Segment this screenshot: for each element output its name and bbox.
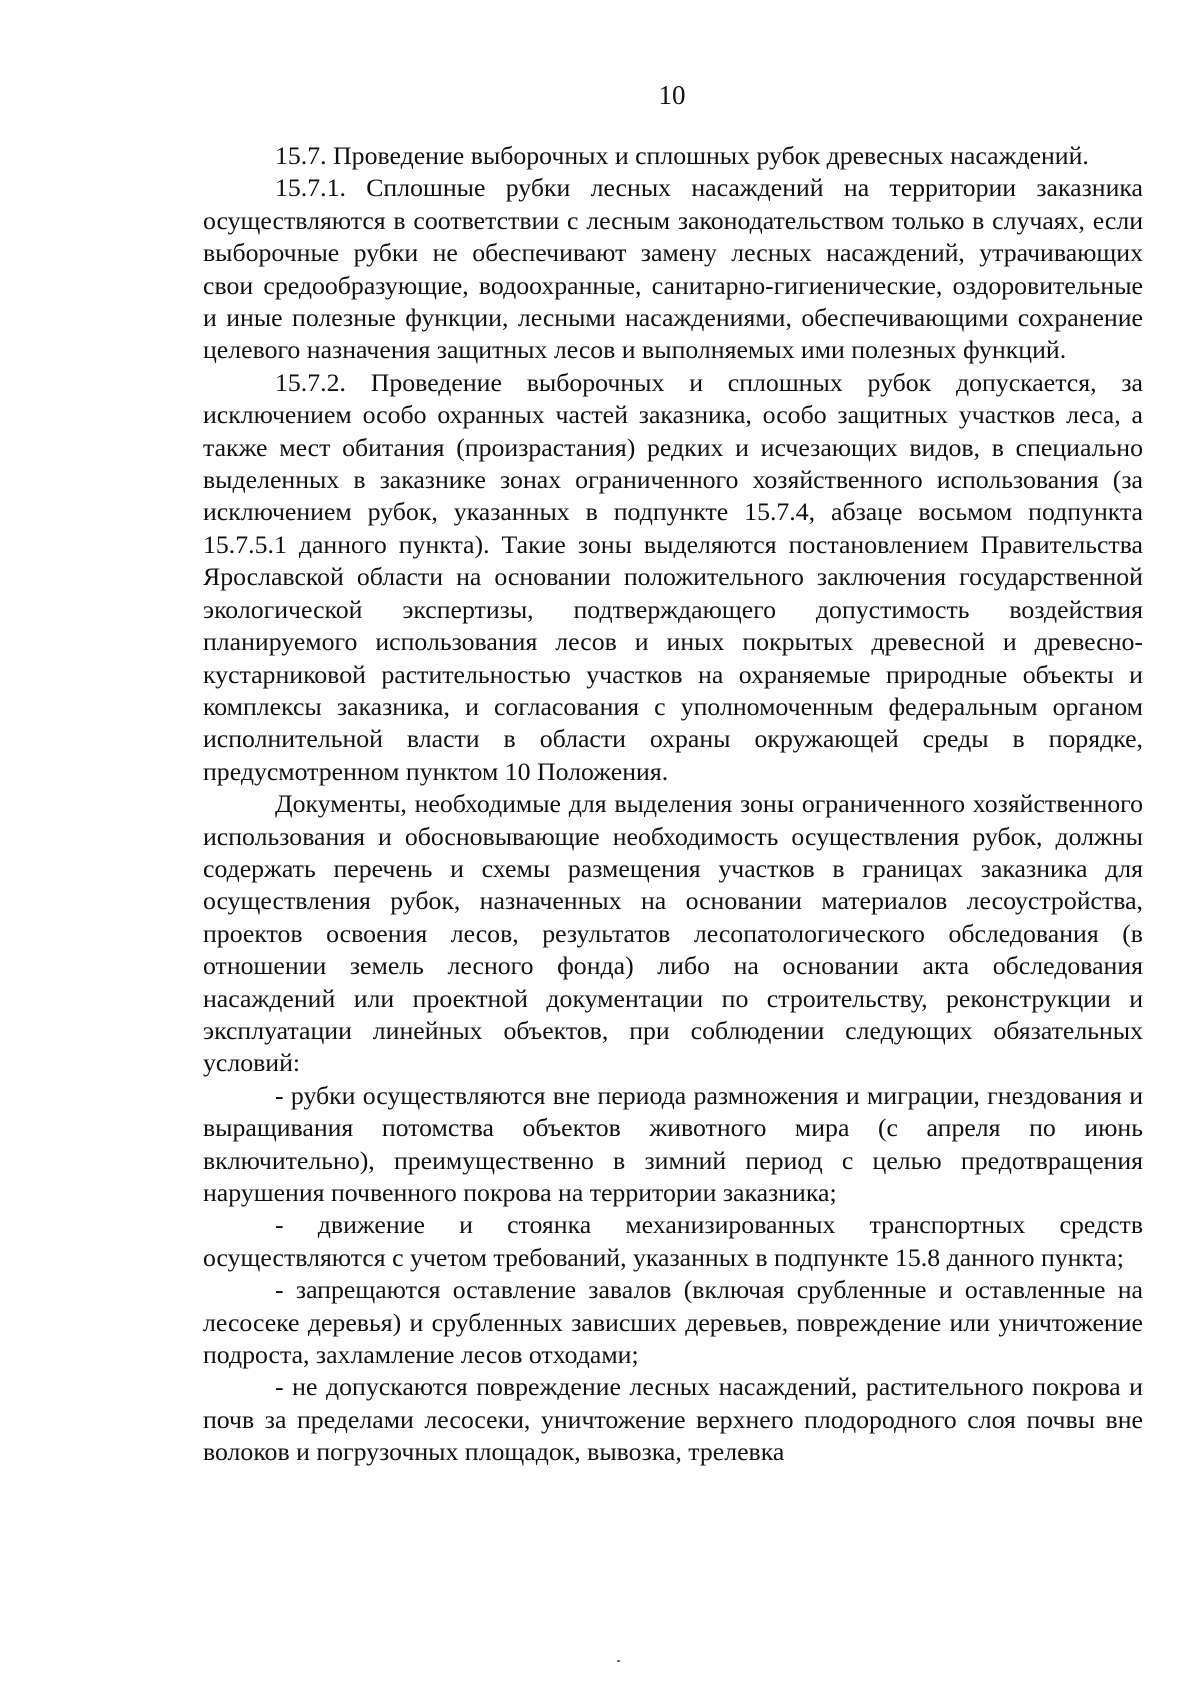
list-item-condition-1: - рубки осуществляются вне периода размножения и миграции, гнездования и выращивания потомства объектов животного мира (с апреля по июнь включительно), преимущественно в зимний период с целью предотвращения нарушения почвенного покрова на территории заказника; (203, 1080, 1143, 1207)
paragraph-15-7: 15.7. Проведение выборочных и сплошных рубок древесных насаждений. (275, 141, 1089, 170)
list-item-condition-4: - не допускаются повреждение лесных насаждений, растительного покрова и почв за пределами лесосеки, уничтожение верхнего плодородного слоя почвы вне волоков и погрузочных площадок, вывозка, трелевка (203, 1372, 1143, 1467)
paragraph-documents: Документы, необходимые для выделения зоны ограниченного хозяйственного использования и обосновывающие необходимость осуществления рубок, должны содержать перечень и схемы размещения участков в границах заказника для осуществления рубок, назначенных на основании материалов лесоустройства, проектов освоения лесов, результатов лесопатологического обследования (в отношении земель лесного фонда) либо на основании акта обследования насаждений или проектной документации по строительству, реконструкции и эксплуатации линейных объектов, при соблюдении следующих обязательных условий: (203, 789, 1143, 1078)
list-item-condition-2: - движение и стоянка механизированных транспортных средств осуществляются с учетом требований, указанных в подпункте 15.8 данного пункта; (203, 1210, 1143, 1272)
paragraph-15-7-1: 15.7.1. Сплошные рубки лесных насаждений на территории заказника осуществляются в соответствии с лесным законодательством только в случаях, если выборочные рубки не обеспечивают замену лесных насаждений, утрачивающих свои средообразующие, водоохранные, санитарно-гигиенические, оздоровительные и иные полезные функции, лесными насаждениями, обеспечивающими сохранение целевого назначения защитных лесов и выполняемых ими полезных функций. (203, 173, 1143, 365)
page-number: 10 (658, 80, 686, 110)
paragraph-15-7-2: 15.7.2. Проведение выборочных и сплошных рубок допускается, за исключением особо охранных частей заказника, особо защитных участков леса, а также мест обитания (произрастания) редких и исчезающих видов, в специально выделенных в заказнике зонах ограниченного хозяйственного использования (за исключением рубок, указанных в подпункте 15.7.4, абзаце восьмом подпункта 15.7.5.1 данного пункта). Такие зоны выделяются постановлением Правительства Ярославской области на основании положительного заключения государственной экологической экспертизы, подтверждающего допустимость воздействия планируемого использования лесов и иных покрытых древесной и древесно-кустарниковой растительностью участков на охраняемые природные объекты и комплексы заказника, и согласования с уполномоченным федеральным органом исполнительной власти в области охраны окружающей среды в порядке, предусмотренном пунктом 10 Положения. (203, 367, 1143, 786)
scan-speck (617, 1660, 620, 1662)
list-item-condition-3: - запрещаются оставление завалов (включая срубленные и оставленные на лесосеке деревья) и срубленных зависших деревьев, повреждение или уничтожение подроста, захламление лесов отходами; (203, 1275, 1143, 1370)
document-body (203, 140, 1143, 1469)
